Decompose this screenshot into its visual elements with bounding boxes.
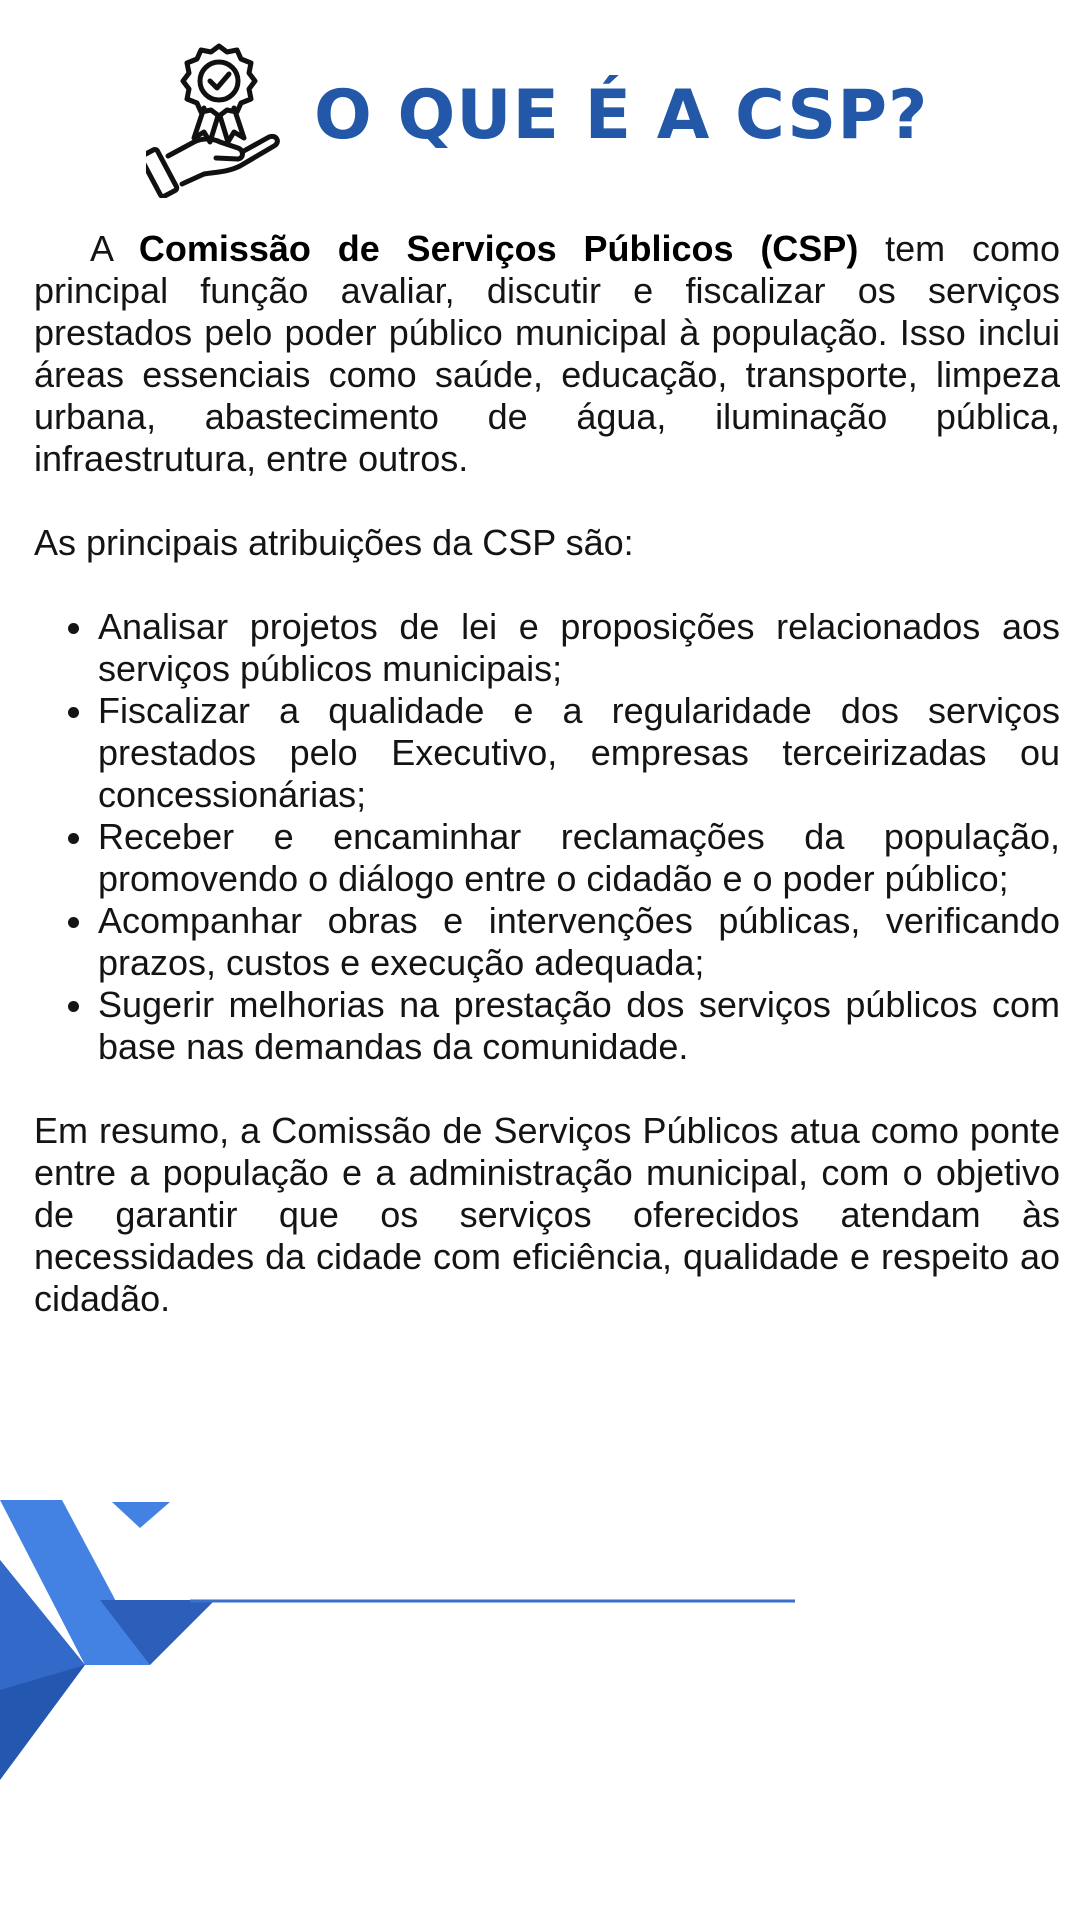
content bbox=[34, 228, 1060, 1320]
page-title: O QUE É A CSP? bbox=[314, 76, 929, 155]
intro-bold-term: Comissão de Serviços Públicos (CSP) bbox=[138, 228, 859, 269]
attributions-list bbox=[34, 606, 1060, 1068]
intro-paragraph bbox=[34, 228, 1060, 480]
list-item: Analisar projetos de lei e proposições relacionados aos serviços públicos municipais; bbox=[98, 606, 1060, 689]
list-item: Fiscalizar a qualidade e a regularidade dos serviços prestados pelo Executivo, empresas terceirizadas ou concessionárias; bbox=[98, 690, 1060, 815]
header bbox=[146, 38, 946, 198]
list-item: Acompanhar obras e intervenções públicas, verificando prazos, custos e execução adequada; bbox=[98, 900, 1060, 983]
award-in-hand-icon bbox=[146, 38, 286, 198]
deco-small-triangle bbox=[112, 1502, 170, 1528]
list-item: Receber e encaminhar reclamações da população, promovendo o diálogo entre o cidadão e o poder público; bbox=[98, 816, 1060, 899]
attributions-heading: As principais atribuições da CSP são: bbox=[34, 522, 634, 563]
intro-rest: tem como principal função avaliar, discutir e fiscalizar os serviços prestados pelo poder público municipal à população. Isso inclui áreas essenciais como saúde, educação, transporte, limpeza urbana, abastecimento de água, iluminação pública, infraestrutura, entre outros. bbox=[34, 228, 1060, 479]
decorative-shapes bbox=[0, 1500, 1080, 1800]
intro-lead: A bbox=[90, 228, 113, 269]
list-item: Sugerir melhorias na prestação dos serviços públicos com base nas demandas da comunidade. bbox=[98, 984, 1060, 1067]
summary-paragraph: Em resumo, a Comissão de Serviços Públicos atua como ponte entre a população e a administração municipal, com o objetivo de garantir que os serviços oferecidos atendam às necessidades da cidade com eficiência, qualidade e respeito ao cidadão. bbox=[34, 1110, 1060, 1319]
